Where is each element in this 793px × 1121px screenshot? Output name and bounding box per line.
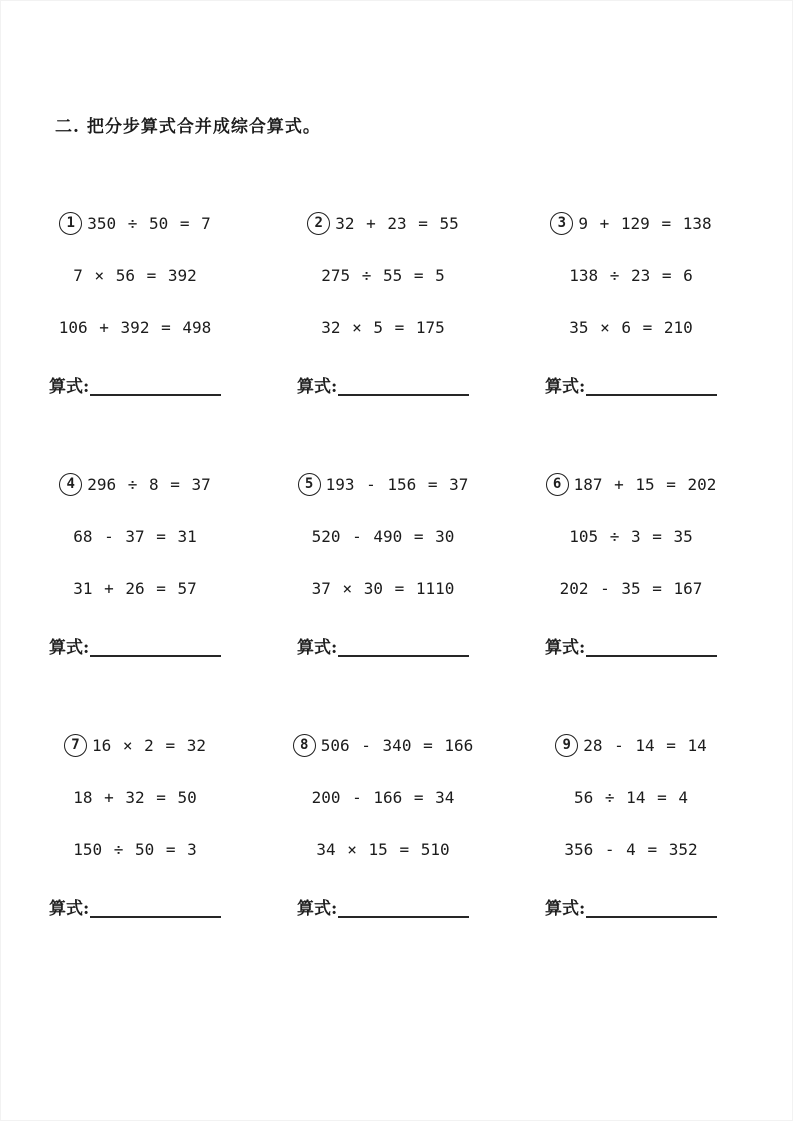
step-equation: 193 - 156 = 37 bbox=[325, 474, 469, 494]
answer-label: 算式: bbox=[49, 899, 90, 919]
step-equation: 9 + 129 = 138 bbox=[578, 213, 712, 233]
step-equation: 350 ÷ 50 = 7 bbox=[87, 213, 211, 233]
problem-number-badge: 9 bbox=[555, 734, 578, 757]
step-line bbox=[49, 823, 221, 875]
step-line bbox=[297, 301, 469, 353]
step-line bbox=[545, 823, 717, 875]
step-line bbox=[545, 301, 717, 353]
step-line bbox=[49, 249, 221, 301]
step-line bbox=[297, 197, 469, 249]
step-equation: 35 × 6 = 210 bbox=[569, 317, 693, 337]
step-line bbox=[49, 301, 221, 353]
problem-number-badge: 8 bbox=[293, 734, 316, 757]
step-equation: 138 ÷ 23 = 6 bbox=[569, 265, 693, 285]
answer-blank bbox=[586, 902, 717, 918]
step-equation: 200 - 166 = 34 bbox=[311, 787, 455, 807]
problem-7 bbox=[49, 719, 221, 927]
step-equation: 32 + 23 = 55 bbox=[335, 213, 459, 233]
answer-line bbox=[297, 353, 469, 405]
answer-label: 算式: bbox=[297, 638, 338, 658]
step-line bbox=[297, 823, 469, 875]
answer-blank bbox=[90, 641, 221, 657]
answer-blank bbox=[90, 902, 221, 918]
answer-line bbox=[49, 614, 221, 666]
step-line bbox=[545, 197, 717, 249]
answer-label: 算式: bbox=[545, 638, 586, 658]
step-line bbox=[49, 458, 221, 510]
step-equation: 105 ÷ 3 = 35 bbox=[569, 526, 693, 546]
problem-number-badge: 3 bbox=[550, 212, 573, 235]
step-equation: 68 - 37 = 31 bbox=[73, 526, 197, 546]
step-line bbox=[49, 771, 221, 823]
step-line bbox=[49, 719, 221, 771]
section-title: 二. 把分步算式合并成综合算式。 bbox=[55, 117, 321, 137]
step-line bbox=[297, 771, 469, 823]
answer-blank bbox=[338, 380, 469, 396]
problems-grid bbox=[49, 197, 792, 927]
answer-label: 算式: bbox=[49, 377, 90, 397]
step-line bbox=[545, 510, 717, 562]
problem-8 bbox=[297, 719, 474, 927]
step-line bbox=[545, 249, 717, 301]
problem-number-badge: 4 bbox=[59, 473, 82, 496]
step-line bbox=[545, 771, 717, 823]
step-equation: 296 ÷ 8 = 37 bbox=[87, 474, 211, 494]
answer-blank bbox=[586, 380, 717, 396]
answer-blank bbox=[338, 902, 469, 918]
problem-number-badge: 7 bbox=[64, 734, 87, 757]
answer-line bbox=[545, 614, 717, 666]
step-equation: 202 - 35 = 167 bbox=[559, 578, 703, 598]
step-equation: 34 × 15 = 510 bbox=[316, 839, 450, 859]
problem-9 bbox=[545, 719, 717, 927]
step-line bbox=[545, 458, 717, 510]
step-equation: 56 ÷ 14 = 4 bbox=[574, 787, 688, 807]
step-line bbox=[297, 458, 469, 510]
answer-line bbox=[545, 875, 717, 927]
problem-number-badge: 1 bbox=[59, 212, 82, 235]
step-equation: 506 - 340 = 166 bbox=[320, 735, 474, 755]
answer-line bbox=[49, 353, 221, 405]
step-line bbox=[297, 719, 474, 771]
problem-4 bbox=[49, 458, 221, 666]
answer-line bbox=[49, 875, 221, 927]
answer-label: 算式: bbox=[545, 377, 586, 397]
answer-blank bbox=[338, 641, 469, 657]
answer-label: 算式: bbox=[297, 377, 338, 397]
step-line bbox=[545, 562, 717, 614]
problem-number-badge: 2 bbox=[307, 212, 330, 235]
answer-label: 算式: bbox=[545, 899, 586, 919]
step-line bbox=[49, 510, 221, 562]
problem-5 bbox=[297, 458, 469, 666]
problem-3 bbox=[545, 197, 717, 405]
answer-label: 算式: bbox=[49, 638, 90, 658]
step-equation: 150 ÷ 50 = 3 bbox=[73, 839, 197, 859]
step-equation: 275 ÷ 55 = 5 bbox=[321, 265, 445, 285]
step-equation: 520 - 490 = 30 bbox=[311, 526, 455, 546]
step-equation: 28 - 14 = 14 bbox=[583, 735, 707, 755]
answer-line bbox=[297, 614, 469, 666]
problem-number-badge: 6 bbox=[546, 473, 569, 496]
answer-label: 算式: bbox=[297, 899, 338, 919]
problem-number-badge: 5 bbox=[298, 473, 321, 496]
answer-blank bbox=[586, 641, 717, 657]
step-equation: 187 + 15 = 202 bbox=[573, 474, 717, 494]
step-line bbox=[545, 719, 717, 771]
step-line bbox=[297, 510, 469, 562]
step-line bbox=[297, 249, 469, 301]
step-equation: 106 + 392 = 498 bbox=[58, 317, 212, 337]
problem-6 bbox=[545, 458, 717, 666]
step-equation: 18 + 32 = 50 bbox=[73, 787, 197, 807]
step-line bbox=[49, 197, 221, 249]
step-equation: 16 × 2 = 32 bbox=[92, 735, 206, 755]
problem-1 bbox=[49, 197, 221, 405]
step-equation: 31 + 26 = 57 bbox=[73, 578, 197, 598]
step-equation: 37 × 30 = 1110 bbox=[311, 578, 455, 598]
step-equation: 7 × 56 = 392 bbox=[73, 265, 197, 285]
step-equation: 32 × 5 = 175 bbox=[321, 317, 445, 337]
step-line bbox=[297, 562, 469, 614]
answer-line bbox=[545, 353, 717, 405]
answer-blank bbox=[90, 380, 221, 396]
step-equation: 356 - 4 = 352 bbox=[564, 839, 698, 859]
answer-line bbox=[297, 875, 469, 927]
problem-2 bbox=[297, 197, 469, 405]
step-line bbox=[49, 562, 221, 614]
